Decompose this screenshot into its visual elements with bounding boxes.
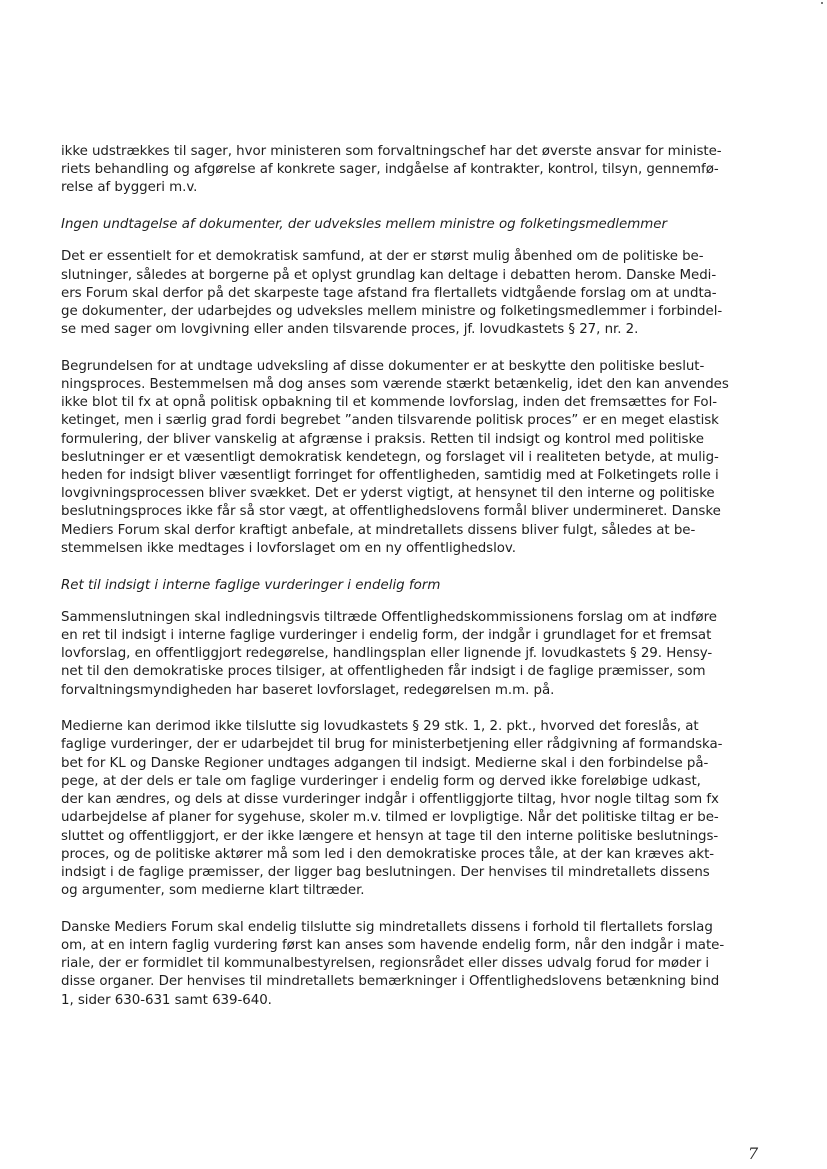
paragraph-final-position: Danske Mediers Forum skal endelig tilslutte sig mindretallets dissens i forhold til flertallets forslag om, at en intern faglig vurdering først kan anses som havende endelig form, når den indgår i mate- riale, der er formidlet til kommunalbestyrelsen, regionsrådet eller disses udvalg forud for møder i disse organer. Der henvises til mindretallets bemærkninger i Offentlighedslovens betænkning bind 1, sider 630-631 samt 639-640.	[61, 919, 725, 1008]
paragraph-justification: Begrundelsen for at undtage udveksling af disse dokumenter er at beskytte den politiske beslut- ningsproces. Bestemmelsen må dog anses som værende stærkt betænkelig, idet den kan anvendes ikke blot til fx at opnå politisk opbakning til et kommende lovforslag, inden det fremsættes for Fol- ketinget, men i særlig grad fordi begrebet ”anden tilsvarende politisk proces” er en meget elastisk formulering, der bliver vanskelig at afgrænse i praksis. Retten til indsigt og kontrol med politiske beslutninger er et væsentligt demokratisk kendetegn, og forslaget vil i realiteten betyde, at mulig- heden for indsigt bliver væsentligt forringet for offentligheden, samtidig med at Folketingets rolle i lovgivningsprocessen bliver svækket. Det er yderst vigtigt, at hensynet til den interne og politiske beslutningsproces ikke får så stor vægt, at offentlighedslovens formål bliver undermineret. Danske Mediers Forum skal derfor kraftigt anbefale, at mindretallets dissens bliver fulgt, således at be- stemmelsen ikke medtages i lovforslaget om en ny offentlighedslov.	[61, 358, 729, 556]
paragraph-intro: ikke udstrækkes til sager, hvor ministeren som forvaltningschef har det øverste ansvar for ministe- riets behandling og afgørelse af konkrete sager, indgåelse af kontrakter, kontrol, tilsyn, gennemfø- relse af byggeri m.v.	[61, 144, 722, 196]
section-heading-ministers-documents: Ingen undtagelse af dokumenter, der udveksles mellem ministre og folketingsmedlemmer	[61, 217, 668, 233]
scan-mark	[821, 2, 823, 4]
page-number: 7	[748, 1144, 759, 1163]
section-heading-internal-assessments: Ret til indsigt i interne faglige vurderinger i endelig form	[61, 577, 441, 593]
paragraph-commission-proposal: Sammenslutningen skal indledningsvis tiltræde Offentlighedskommissionens forslag om at indføre en ret til indsigt i interne faglige vurderinger i endelig form, der indgår i grundlaget for et fremsat lovforslag, en offentliggjort redegørelse, handlingsplan eller lignende jf. lovudkastets § 29. Hensy- net til den demokratiske proces tilsiger, at offentligheden får indsigt i de faglige præmisser, som forvaltningsmyndigheden har baseret lovforslaget, redegørelsen m.m. på.	[61, 609, 717, 698]
document-body	[61, 143, 767, 1028]
paragraph-media-objection: Medierne kan derimod ikke tilslutte sig lovudkastets § 29 stk. 1, 2. pkt., hvorved det foreslås, at faglige vurderinger, der er udarbejdet til brug for ministerbetjening eller rådgivning af formandska- bet for KL og Danske Regioner undtages adgangen til indsigt. Medierne skal i den forbindelse på- pege, at der dels er tale om faglige vurderinger i endelig form og derved ikke foreløbige udkast, der kan ændres, og dels at disse vurderinger indgår i offentliggjorte tiltag, hvor nogle tiltag som fx udarbejdelse af planer for sygehuse, skoler m.v. tilmed er lovpligtige. Når det politiske tiltag er be- sluttet og offentliggjort, er der ikke længere et hensyn at tage til den interne politiske beslutnings- proces, og de politiske aktører må som led i den demokratiske proces tåle, at der kan kræves akt- indsigt i de faglige præmisser, der ligger bag beslutningen. Der henvises til mindretallets dissens og argumenter, som medierne klart tiltræder.	[61, 719, 723, 899]
paragraph-openness: Det er essentielt for et demokratisk samfund, at der er størst mulig åbenhed om de politiske be- slutninger, således at borgerne på et oplyst grundlag kan deltage i debatten herom. Danske Medi- ers Forum skal derfor på det skarpeste tage afstand fra flertallets vidtgående forslag om at undta- ge dokumenter, der udarbejdes og udveksles mellem ministre og folketingsmedlemmer i forbindel- se med sager om lovgivning eller anden tilsvarende proces, jf. lovudkastets § 27, nr. 2.	[61, 249, 723, 338]
